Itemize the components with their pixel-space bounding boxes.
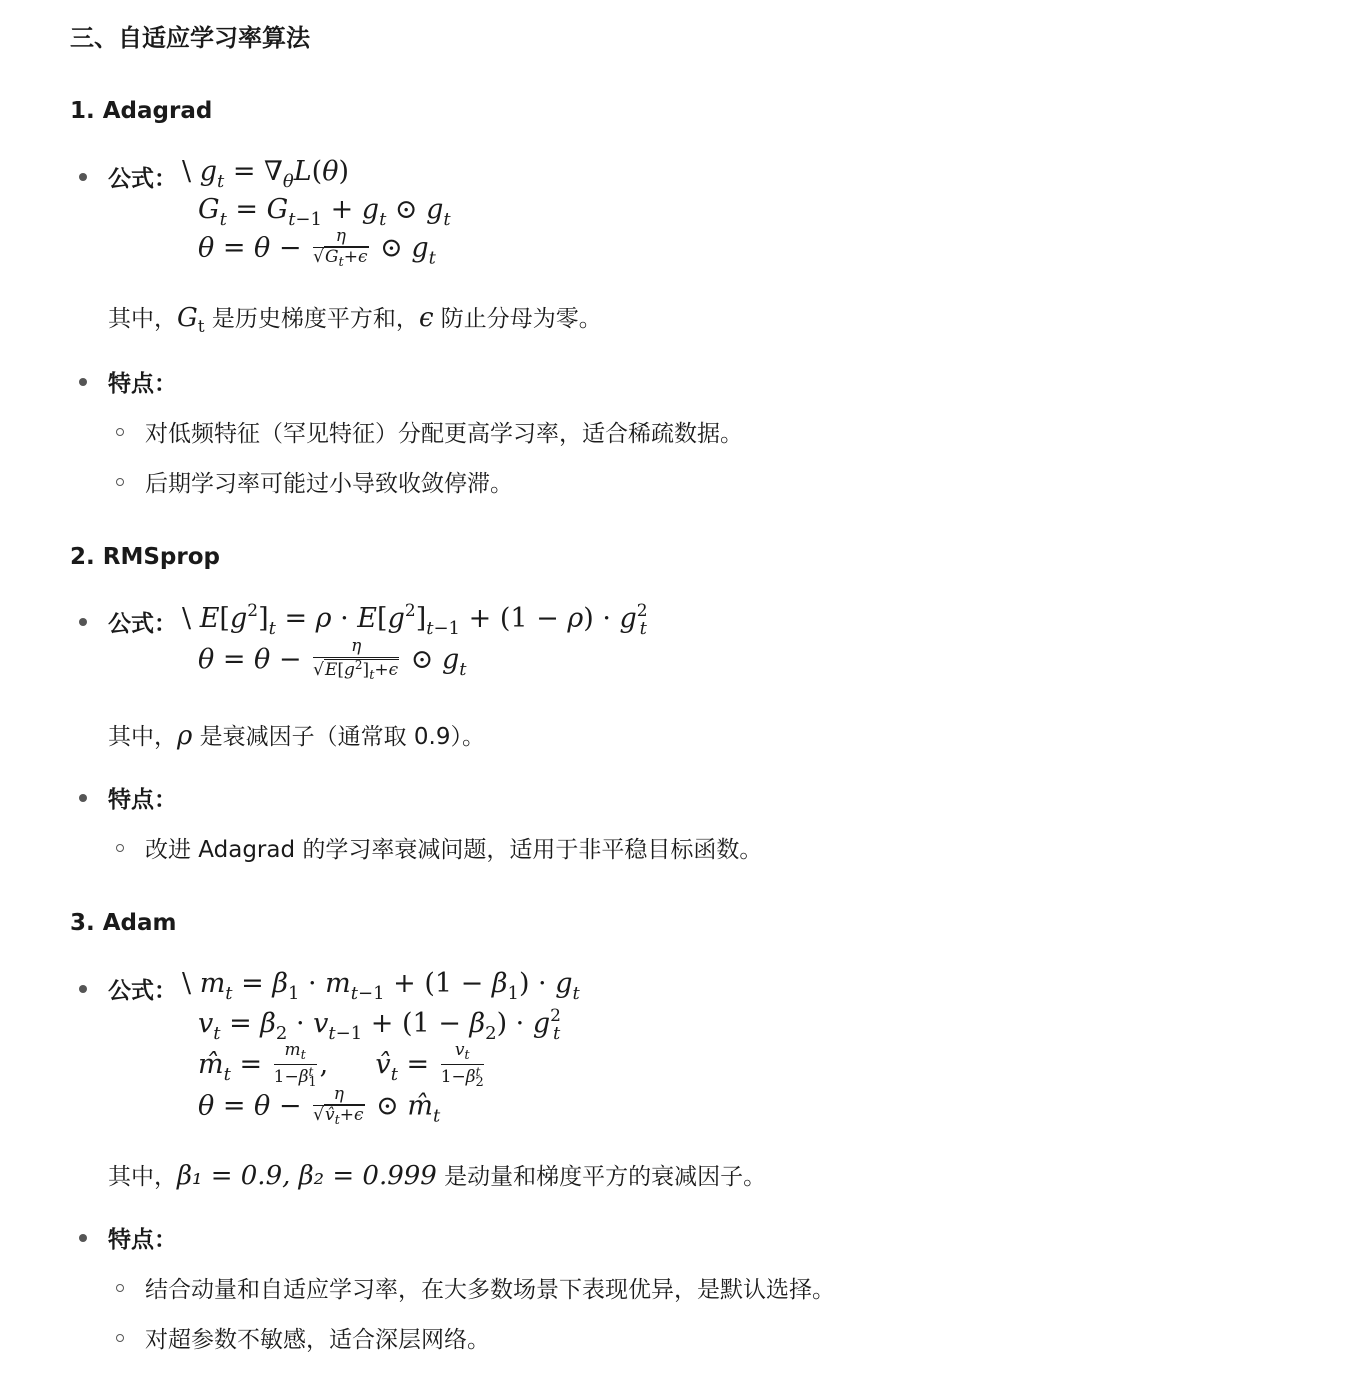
adagrad-features-label: 特点：: [108, 371, 177, 397]
adam-formula-line-2: $v_t = \beta_2 \cdot v_{t-1} + (1 - \beta_2) \cdot g^2_t$: [198, 1006, 561, 1044]
note-end: 是动量和梯度平方的衰减因子。: [436, 1164, 767, 1190]
note-symbol-subscript: t: [197, 317, 205, 337]
note-end: 是衰减因子（通常取 0.9）。: [192, 724, 485, 750]
adam-note: [108, 1158, 766, 1191]
math-symbol: [177, 303, 205, 337]
bullet-dot: [79, 794, 87, 802]
note-prefix: 其中，: [108, 724, 177, 750]
adam-formula-label: 公式：: [108, 978, 177, 1004]
sub-bullet-circle: [116, 1334, 124, 1342]
adagrad-formula-line-2: $G_t = G_{t-1} + g_t$ ⊙ $g_t$: [198, 194, 451, 230]
section-title: 三、自适应学习率算法: [70, 24, 310, 52]
rmsprop-heading: 2. RMSprop: [70, 544, 220, 570]
adam-feature-item: 结合动量和自适应学习率，在大多数场景下表现优异，是默认选择。: [145, 1277, 835, 1303]
bullet-dot: [79, 173, 87, 181]
adagrad-feature-item: 对低频特征（罕见特征）分配更高学习率，适合稀疏数据。: [145, 421, 743, 447]
rmsprop-note: [108, 718, 485, 751]
note-symbol: G: [177, 303, 198, 333]
adagrad-feature-item: 后期学习率可能过小导致收敛停滞。: [145, 471, 513, 497]
note-prefix: 其中，: [108, 306, 177, 332]
bullet-dot: [79, 618, 87, 626]
bullet-dot: [79, 378, 87, 386]
adam-feature-item: 对超参数不敏感，适合深层网络。: [145, 1327, 490, 1353]
note-prefix: 其中，: [108, 1164, 177, 1190]
sub-bullet-circle: [116, 478, 124, 486]
adam-heading: 3. Adam: [70, 910, 177, 936]
rmsprop-formula-label: 公式：: [108, 611, 177, 637]
sub-bullet-circle: [116, 1284, 124, 1292]
adagrad-heading: 1. Adagrad: [70, 98, 213, 124]
adam-formula-line-3: $m̂_t$ = $\frac{m_t}{1-\beta^t_1}$ , $v̂_t$ = $\frac{v_t}{1-\beta^t_2}$: [198, 1040, 484, 1090]
rmsprop-formula-line-1: \ $E[g^2]_t = \rho \cdot E[g^2]_{t-1} + (1 - \rho) \cdot g^2_t$: [182, 601, 648, 639]
rmsprop-feature-item: 改进 Adagrad 的学习率衰减问题，适用于非平稳目标函数。: [145, 837, 763, 863]
adam-features-label: 特点：: [108, 1227, 177, 1253]
bullet-dot: [79, 985, 87, 993]
adagrad-formula-line-3: θ = θ − $\frac{\eta}{√G_t+\epsilon}$ ⊙ $g_t$: [198, 226, 436, 270]
note-symbol: ϵ: [418, 303, 434, 333]
note-symbol: ρ: [177, 721, 193, 751]
note-middle: 是历史梯度平方和，: [204, 306, 419, 332]
adagrad-formula-label: 公式：: [108, 166, 177, 192]
rmsprop-features-label: 特点：: [108, 787, 177, 813]
adagrad-formula-line-1: \ $g_t = \nabla_\theta L(\theta)$: [182, 156, 350, 192]
sub-bullet-circle: [116, 428, 124, 436]
sub-bullet-circle: [116, 844, 124, 852]
adagrad-note: [108, 300, 602, 337]
rmsprop-formula-line-2: θ = θ − $\frac{\eta}{√E[g^2]_t+\epsilon}$ ⊙ $g_t$: [198, 636, 467, 683]
note-math: β₁ = 0.9, β₂ = 0.999: [177, 1161, 437, 1191]
adam-formula-line-1: \ $m_t = \beta_1 \cdot m_{t-1} + (1 - \beta_1) \cdot g_t$: [182, 968, 580, 1004]
bullet-dot: [79, 1234, 87, 1242]
adam-formula-line-4: θ = θ − $\frac{\eta}{√v̂_t+\epsilon}$ ⊙ $m̂_t$: [198, 1084, 441, 1128]
note-end: 防止分母为零。: [433, 306, 602, 332]
